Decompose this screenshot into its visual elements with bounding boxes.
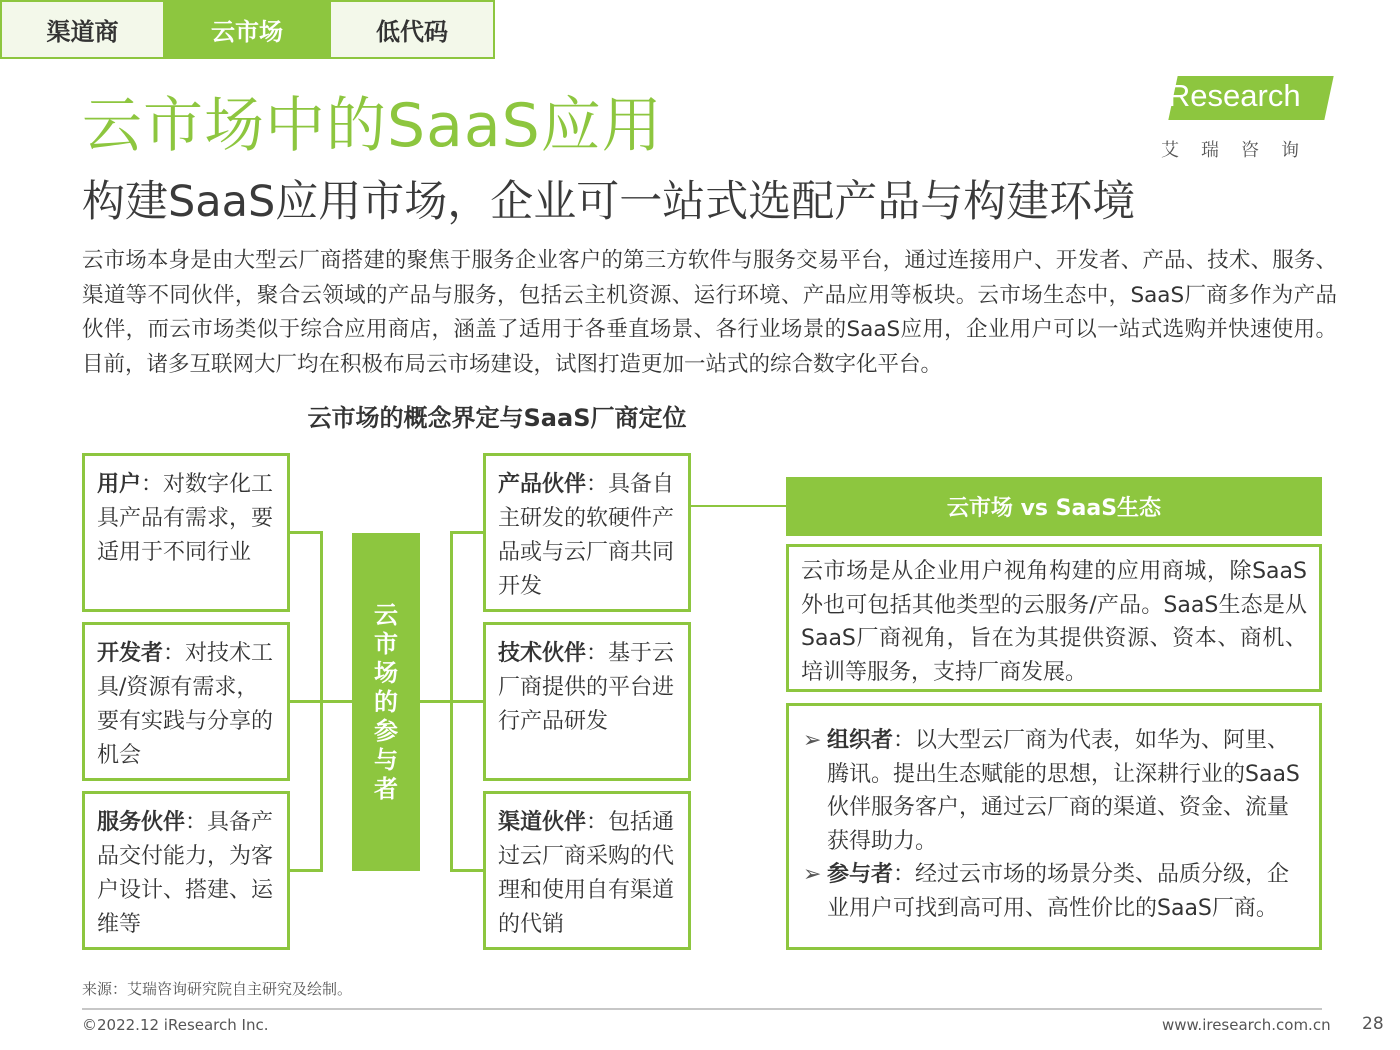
page-subtitle: 构建SaaS应用市场，企业可一站式选配产品与构建环境: [82, 177, 1136, 227]
center-label: 云市场的参与者: [374, 600, 398, 803]
partner-term: 产品伙伴: [498, 472, 587, 497]
role-bullet-organizer: [803, 724, 1307, 858]
participant-term: 服务伙伴: [97, 810, 186, 835]
channel-partner-box: [483, 791, 691, 950]
participant-developer-box: [82, 622, 290, 781]
logo-subtitle: 艾瑞咨询: [1161, 140, 1321, 161]
partner-desc: ：具备自主研发的软硬件产品或与云厂商共同开发: [498, 472, 675, 599]
connector-line: [290, 700, 322, 703]
connector-line: [450, 531, 483, 534]
comparison-text: 云市场是从企业用户视角构建的应用商城，除SaaS外也可包括其他类型的云服务/产品。SaaS生态是从SaaS厂商视角，旨在为其提供资源、资本、商机、培训等服务，支持厂商发展。: [801, 559, 1307, 685]
connector-line: [691, 505, 786, 507]
connector-line: [420, 700, 452, 703]
connector-line: [290, 869, 322, 872]
tab-low-code[interactable]: 低代码: [330, 0, 495, 59]
footer-url[interactable]: www.iresearch.com.cn: [1162, 1016, 1331, 1034]
role-term: 组织者: [827, 728, 894, 753]
connector-line: [450, 700, 483, 703]
participant-user-box: [82, 453, 290, 612]
participant-term: 用户: [97, 472, 142, 497]
tab-channel[interactable]: 渠道商: [0, 0, 165, 59]
source-note: 来源：艾瑞咨询研究院自主研究及绘制。: [82, 980, 353, 998]
participant-desc: ：对数字化工具产品有需求，要适用于不同行业: [97, 472, 274, 565]
product-partner-box: [483, 453, 691, 612]
partner-term: 渠道伙伴: [498, 810, 587, 835]
diagram-title: 云市场的概念界定与SaaS厂商定位: [307, 404, 687, 432]
role-desc: ：以大型云厂商为代表，如华为、阿里、腾讯。提出生态赋能的思想，让深耕行业的SaaS伙伴服务客户，通过云厂商的渠道、资金、流量获得助力。: [827, 728, 1300, 854]
connector-line: [290, 531, 322, 534]
intro-paragraph: 云市场本身是由大型云厂商搭建的聚焦于服务企业客户的第三方软件与服务交易平台，通过连接用户、开发者、产品、技术、服务、渠道等不同伙伴，聚合云领域的产品与服务，包括云主机资源、运行环境、产品应用等板块。云市场生态中，SaaS厂商多作为产品伙伴，而云市场类似于综合应用商店，涵盖了适用于各垂直场景、各行业场景的SaaS应用，企业用户可以一站式选购并快速使用。目前，诸多互联网大厂均在积极布局云市场建设，试图打造更加一站式的综合数字化平台。: [82, 248, 1337, 377]
roles-box: [786, 703, 1322, 950]
partner-term: 技术伙伴: [498, 641, 587, 666]
role-term: 参与者: [827, 862, 894, 887]
participant-term: 开发者: [97, 641, 164, 666]
tab-cloud-market[interactable]: 云市场: [165, 0, 330, 59]
partner-desc: ：基于云厂商提供的平台进行产品研发: [498, 641, 675, 734]
section-tabs: [0, 0, 495, 59]
role-desc: ：经过云市场的场景分类、品质分级，企业用户可找到高可用、高性价比的SaaS厂商。: [827, 862, 1290, 921]
page-number: 28: [1362, 1014, 1384, 1034]
participants-center-bar: [352, 533, 420, 871]
comparison-text-box: [786, 544, 1322, 692]
participant-desc: ：具备产品交付能力，为客户设计、搭建、运维等: [97, 810, 274, 937]
iresearch-logo: [1155, 72, 1330, 162]
page-title: 云市场中的SaaS应用: [82, 91, 663, 161]
connector-line: [450, 869, 483, 872]
footer-divider: [82, 1008, 1322, 1010]
arrow-bullet-icon: ➢: [803, 728, 822, 753]
partner-desc: ：包括通过云厂商采购的代理和使用自有渠道的代销: [498, 810, 675, 937]
tech-partner-box: [483, 622, 691, 781]
connector-line: [320, 700, 352, 703]
participant-service-partner-box: [82, 791, 290, 950]
footer-copyright: ©2022.12 iResearch Inc.: [82, 1016, 269, 1034]
logo-wordmark: iResearch: [1161, 78, 1301, 113]
arrow-bullet-icon: ➢: [803, 862, 822, 887]
comparison-header: 云市场 vs SaaS生态: [786, 477, 1322, 536]
role-bullet-participant: [803, 858, 1307, 925]
participant-desc: ：对技术工具/资源有需求，要有实践与分享的机会: [97, 641, 274, 768]
